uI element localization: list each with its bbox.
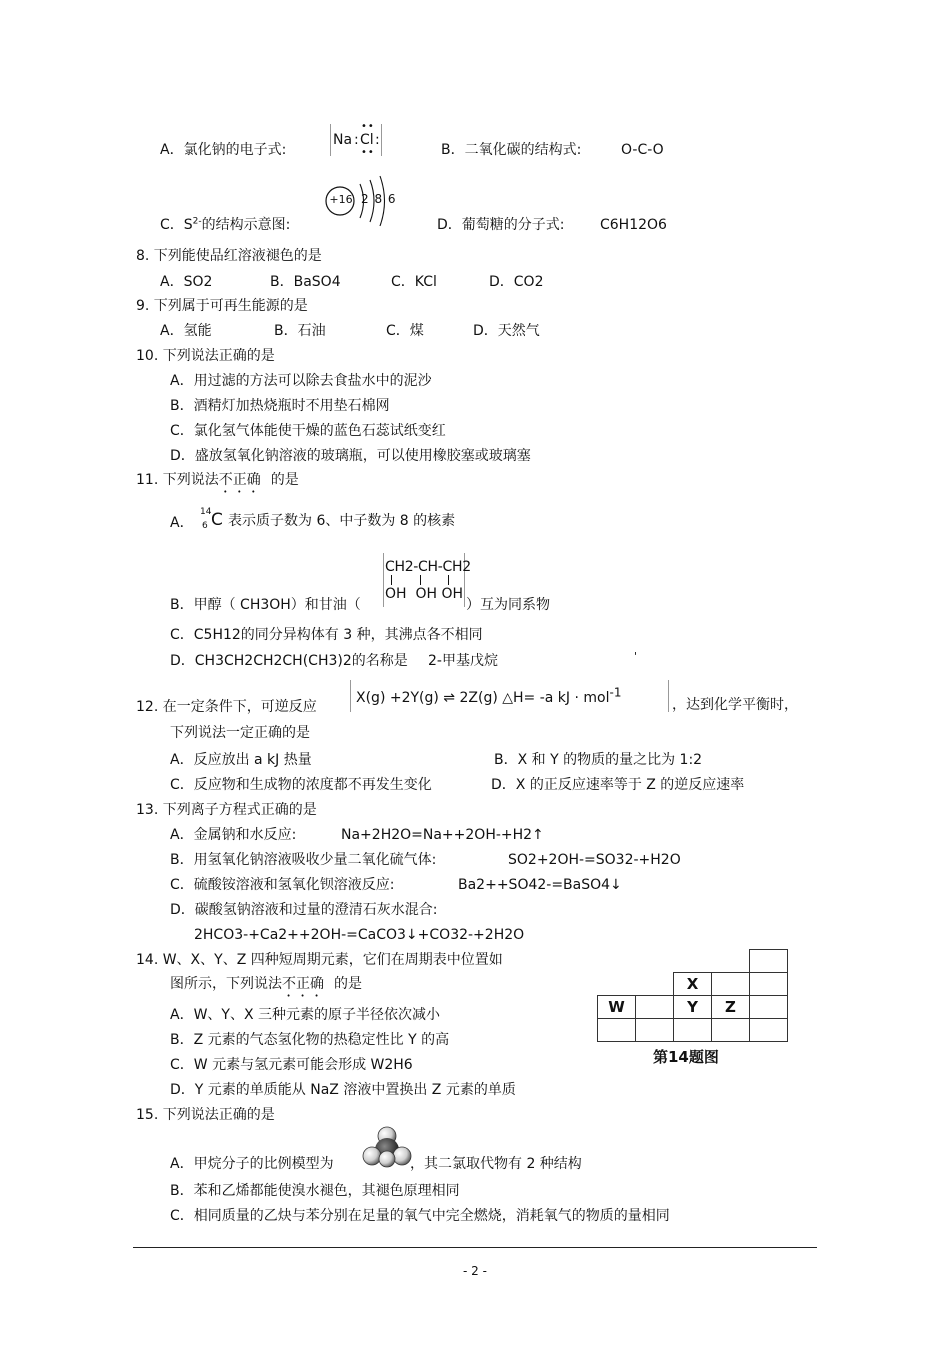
q12-stem-suffix: ，达到化学平衡时， xyxy=(672,697,798,713)
q9-option-b: B．石油 xyxy=(274,323,326,339)
q9-option-a: A．氢能 xyxy=(160,323,212,339)
q15-stem: 15. 下列说法正确的是 xyxy=(136,1107,275,1123)
q9-option-c: C．煤 xyxy=(386,323,424,339)
q10-stem: 10. 下列说法正确的是 xyxy=(136,348,275,364)
q7-option-c-label: C．$S^{2-}$的结构示意图: xyxy=(160,216,291,233)
sulfide-electron-shells: 2 8 6 xyxy=(361,192,397,206)
stray-mark: ' xyxy=(634,650,638,663)
q14-stem-line1: 14. W、X、Y、Z 四种短周期元素，它们在周期表中位置如 xyxy=(136,952,503,968)
q15-option-b: B．苯和乙烯都能使溴水褪色，其褪色原理相同 xyxy=(170,1183,460,1199)
q12-stem-prefix: 12. 在一定条件下，可逆反应 xyxy=(136,699,317,715)
q10-option-c: C．氯化氢气体能使干燥的蓝色石蕊试纸变红 xyxy=(170,423,446,439)
cell-z: Z xyxy=(712,996,750,1019)
q14-stem-line2: 图所示，下列说法不正确 的是 xyxy=(170,976,362,992)
methane-space-filling-model xyxy=(362,1126,412,1170)
q8-stem: 8. 下列能使品红溶液褪色的是 xyxy=(136,248,322,264)
q9-option-d: D．天然气 xyxy=(473,323,540,339)
q9-stem: 9. 下列属于可再生能源的是 xyxy=(136,298,308,314)
q12-stem-line2: 下列说法一定正确的是 xyxy=(170,725,310,741)
nacl-electron-formula: Na : Cl : •• •• xyxy=(330,124,382,158)
q14-option-d: D．Y 元素的单质能从 NaZ 溶液中置换出 Z 元素的单质 xyxy=(170,1082,516,1098)
q11-option-d-prefix: D．CH3CH2CH2CH(CH3)2的名称是 xyxy=(170,653,408,669)
q15-option-c: C．相同质量的乙炔与苯分别在足量的氧气中完全燃烧，消耗氧气的物质的量相同 xyxy=(170,1208,670,1224)
figure-caption: 第14题图 xyxy=(653,1048,719,1066)
cell-w: W xyxy=(598,996,636,1019)
q11-option-d-suffix: 2-甲基戊烷 xyxy=(428,653,498,669)
q13-option-d-label: D．碳酸氢钠溶液和过量的澄清石灰水混合: xyxy=(170,902,438,918)
cell-x: X xyxy=(674,973,712,996)
q12-option-c: C．反应物和生成物的浓度都不再发生变化 xyxy=(170,777,432,793)
q10-option-d: D．盛放氢氧化钠溶液的玻璃瓶，可以使用橡胶塞或玻璃塞 xyxy=(170,448,531,464)
q15-option-a-prefix: A．甲烷分子的比例模型为 xyxy=(170,1156,334,1172)
q13-option-a-equation: Na+2H2O=Na++2OH-+H2↑ xyxy=(341,827,544,843)
q7-option-d-label: D．葡萄糖的分子式: xyxy=(437,217,565,233)
q11-option-b-suffix: ）互为同系物 xyxy=(466,597,550,613)
equilibrium-reaction-equation: X(g) +2Y(g) ⇌ 2Z(g) △H= -a kJ · mol$^{-1}$ xyxy=(356,685,622,706)
q11-option-c: C．C5H12的同分异构体有 3 种，其沸点各不相同 xyxy=(170,627,483,643)
nuclide-atomic-number: 6 xyxy=(202,521,208,531)
q8-option-d: D．CO2 xyxy=(489,274,544,290)
q13-option-b-label: B．用氢氧化钠溶液吸收少量二氧化硫气体: xyxy=(170,852,437,868)
emphasis-text: 不正确 xyxy=(282,976,324,992)
periodic-table-excerpt xyxy=(597,949,788,1042)
q13-stem: 13. 下列离子方程式正确的是 xyxy=(136,802,317,818)
emphasis-text: 不正确 xyxy=(218,472,261,488)
nuclide-mass-number: 14 xyxy=(200,507,212,517)
q8-option-c: C．KCl xyxy=(391,274,437,290)
q14-option-c: C．W 元素与氢元素可能会形成 W2H6 xyxy=(170,1057,413,1073)
q13-option-c-label: C．硫酸铵溶液和氢氧化钡溶液反应: xyxy=(170,877,395,893)
q12-option-a: A．反应放出 a kJ 热量 xyxy=(170,752,312,768)
q14-option-a: A．W、Y、X 三种元素的原子半径依次减小 xyxy=(170,1007,441,1023)
q14-option-b: B．Z 元素的气态氢化物的热稳定性比 Y 的高 xyxy=(170,1032,450,1048)
cell-y: Y xyxy=(674,996,712,1019)
q11-stem: 11. 下列说法不正确 的是 xyxy=(136,472,299,488)
q12-option-d: D．X 的正反应速率等于 Z 的逆反应速率 xyxy=(491,777,745,793)
q13-option-c-equation: Ba2++SO42-=BaSO4↓ xyxy=(458,877,622,893)
co2-structural-formula: O-C-O xyxy=(621,142,664,158)
q7-option-b-label: B．二氧化碳的结构式: xyxy=(441,142,582,158)
glycerol-structural-formula: CH2-CH-CH2 OH OH OH xyxy=(383,553,465,609)
q13-option-d-equation: 2HCO3-+Ca2++2OH-=CaCO3↓+CO32-+2H2O xyxy=(194,927,525,943)
q11-option-a-text: 表示质子数为 6、中子数为 8 的核素 xyxy=(228,513,456,529)
q10-option-b: B．酒精灯加热烧瓶时不用垫石棉网 xyxy=(170,398,390,414)
q8-option-b: B．BaSO4 xyxy=(270,274,341,290)
q11-option-a-prefix: A． xyxy=(170,515,194,531)
page-number: - 2 - xyxy=(463,1264,487,1278)
q12-option-b: B．X 和 Y 的物质的量之比为 1:2 xyxy=(494,752,703,768)
q11-option-b-prefix: B．甲醇（ CH3OH）和甘油（ xyxy=(170,597,361,613)
nuclide-symbol: C xyxy=(211,510,223,530)
q7-option-a-label: A．氯化钠的电子式: xyxy=(160,142,287,158)
sulfide-nucleus-charge: +16 xyxy=(329,193,353,206)
q10-option-a: A．用过滤的方法可以除去食盐水中的泥沙 xyxy=(170,373,432,389)
glucose-molecular-formula: C6H12O6 xyxy=(600,217,667,233)
q15-option-a-suffix: ，其二氯取代物有 2 种结构 xyxy=(410,1156,582,1172)
footer-rule xyxy=(133,1247,817,1248)
q8-option-a: A．SO2 xyxy=(160,274,213,290)
q13-option-b-equation: SO2+2OH-=SO32-+H2O xyxy=(508,852,681,868)
q13-option-a-label: A．金属钠和水反应: xyxy=(170,827,297,843)
